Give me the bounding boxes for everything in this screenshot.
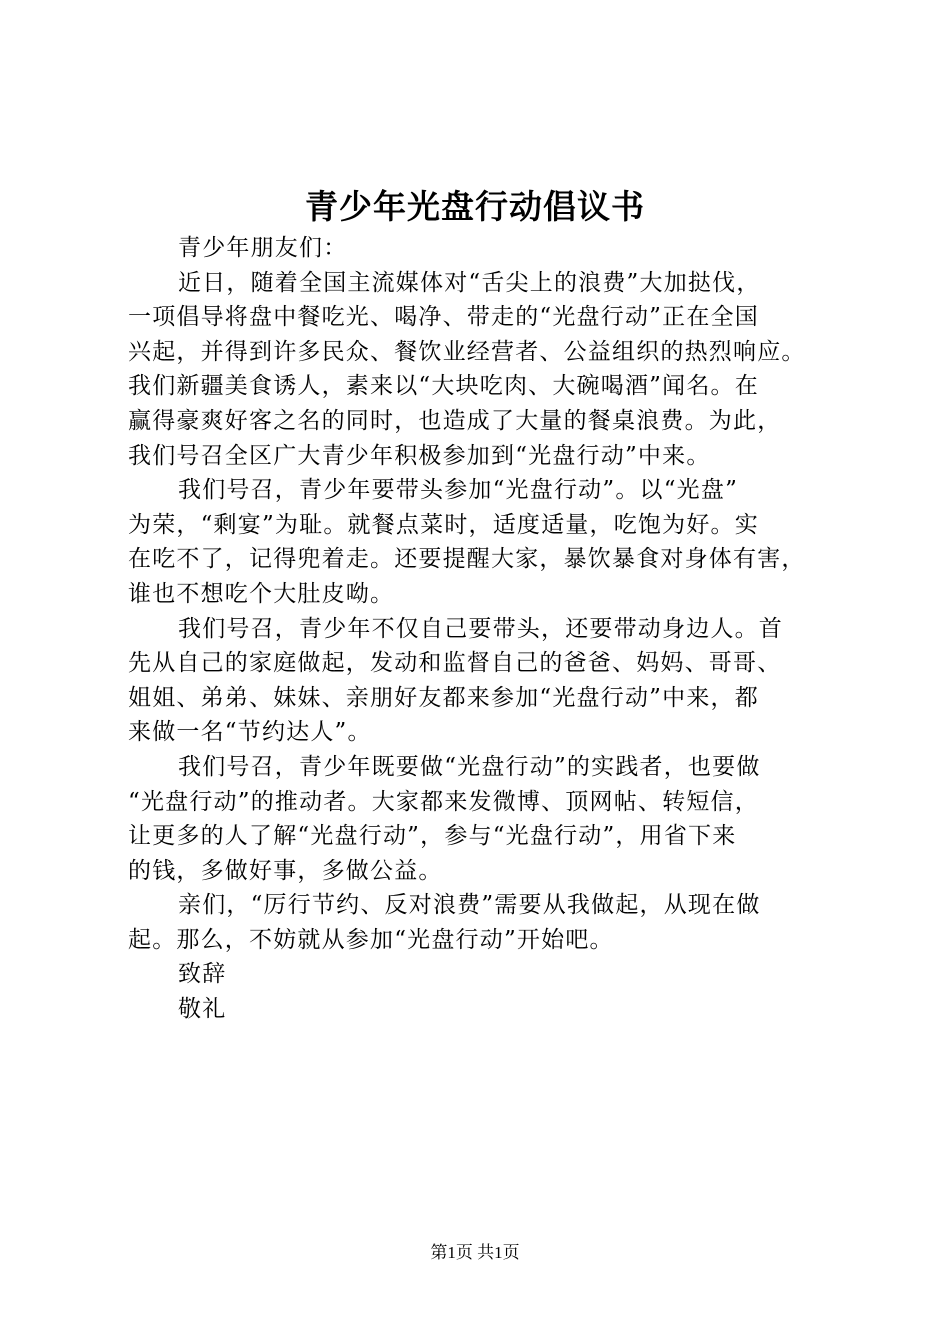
body-line: 起。那么，不妨就从参加“光盘行动”开始吧。 — [128, 926, 614, 953]
body-line: 姐姐、弟弟、妹妹、亲朋好友都来参加“光盘行动”中来，都 — [128, 684, 759, 711]
body-line: 敬礼 — [178, 996, 227, 1023]
document-title: 青少年光盘行动倡议书 — [305, 187, 645, 226]
body-line: 我们号召全区广大青少年积极参加到“光盘行动”中来。 — [128, 442, 711, 469]
body-line: 致辞 — [178, 961, 227, 988]
body-line: 我们号召，青少年既要做“光盘行动”的实践者，也要做 — [178, 753, 761, 780]
body-line: 近日，随着全国主流媒体对“舌尖上的浪费”大加挞伐， — [178, 269, 761, 296]
body-line: 为荣，“剩宴”为耻。就餐点菜时，适度适量，吃饱为好。实 — [128, 511, 759, 538]
body-line: 亲们，“厉行节约、反对浪费”需要从我做起，从现在做 — [178, 892, 761, 919]
body-line: 先从自己的家庭做起，发动和监督自己的爸爸、妈妈、哥哥、 — [128, 650, 782, 677]
body-line: 让更多的人了解“光盘行动”，参与“光盘行动”，用省下来 — [128, 823, 737, 850]
body-line: 来做一名“节约达人”。 — [128, 719, 372, 746]
body-line: 谁也不想吃个大肚皮呦。 — [128, 580, 395, 607]
body-line: “光盘行动”的推动者。大家都来发微博、顶网帖、转短信， — [128, 788, 759, 815]
body-line: 我们新疆美食诱人，素来以“大块吃肉、大碗喝酒”闻名。在 — [128, 373, 759, 400]
body-line: 赢得豪爽好客之名的同时，也造成了大量的餐桌浪费。为此， — [128, 407, 782, 434]
body-line: 兴起，并得到许多民众、餐饮业经营者、公益组织的热烈响应。 — [128, 338, 806, 365]
body-line: 我们号召，青少年不仅自己要带头，还要带动身边人。首 — [178, 615, 783, 642]
body-line: 的钱，多做好事，多做公益。 — [128, 857, 443, 884]
page-footer: 第1页 共1页 — [430, 1243, 520, 1262]
body-line: 青少年朋友们： — [178, 235, 348, 261]
body-line: 我们号召，青少年要带头参加“光盘行动”。以“光盘” — [178, 477, 739, 504]
body-line: 在吃不了，记得兜着走。还要提醒大家，暴饮暴食对身体有害， — [128, 546, 806, 573]
body-line: 一项倡导将盘中餐吃光、喝净、带走的“光盘行动”正在全国 — [128, 304, 759, 331]
document-body — [128, 231, 848, 1027]
